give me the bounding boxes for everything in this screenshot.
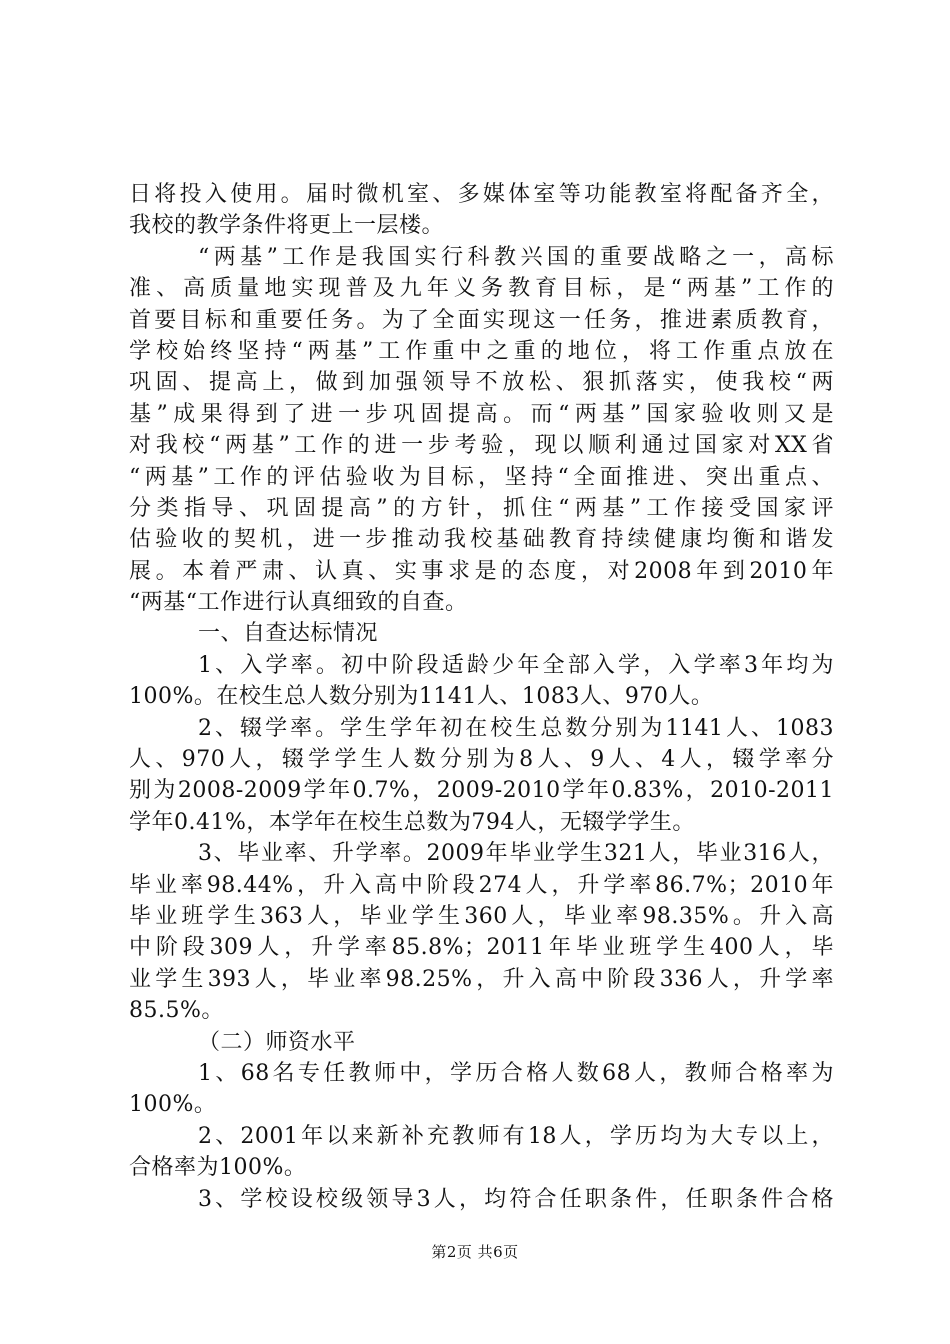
text-line: 1、68名专任教师中，学历合格人数68人，教师合格率为 xyxy=(198,1060,834,1086)
text-line: 巩固、提高上，做到加强领导不放松、狠抓落实，使我校“两 xyxy=(129,370,834,396)
text-line: 业学生393人，毕业率98.25%，升入高中阶段336人，升学率 xyxy=(129,966,834,992)
text-line: 85.5%。 xyxy=(129,998,224,1024)
text-line: 2、2001年以来新补充教师有18人，学历均为大专以上， xyxy=(198,1123,834,1149)
text-line: 一、自查达标情况 xyxy=(198,621,379,647)
text-line: 首要目标和重要任务。为了全面实现这一任务，推进素质教育， xyxy=(129,307,834,333)
text-line: 我校的教学条件将更上一层楼。 xyxy=(129,213,445,239)
text-line: 展。本着严肃、认真、实事求是的态度，对2008年到2010年 xyxy=(129,558,834,584)
text-line: “两基“工作进行认真细致的自查。 xyxy=(129,590,468,616)
text-line: 2、辍学率。学生学年初在校生总数分别为1141人、1083 xyxy=(198,715,834,741)
text-line: 3、毕业率、升学率。2009年毕业学生321人，毕业316人， xyxy=(198,841,834,867)
text-line: 学校始终坚持“两基”工作重中之重的地位，将工作重点放在 xyxy=(129,338,834,364)
text-line: 准、高质量地实现普及九年义务教育目标，是“两基”工作的 xyxy=(129,276,834,302)
text-line: 估验收的契机，进一步推动我校基础教育持续健康均衡和谐发 xyxy=(129,527,834,553)
text-line: 1、入学率。初中阶段适龄少年全部入学，入学率3年均为 xyxy=(198,652,834,678)
text-line: 学年0.41%，本学年在校生总数为794人，无辍学学生。 xyxy=(129,809,695,835)
text-line: 100%。在校生总人数分别为1141人、1083人、970人。 xyxy=(129,684,714,710)
text-line: 日将投入使用。届时微机室、多媒体室等功能教室将配备齐全， xyxy=(129,182,834,207)
text-line: 别为2008-2009学年0.7%，2009-2010学年0.83%，2010-2011 xyxy=(129,778,834,804)
text-line: 人、970人，辍学学生人数分别为8人、9人、4人，辍学率分 xyxy=(129,747,834,773)
text-line: 100%。 xyxy=(129,1092,217,1118)
text-line: 3、学校设校级领导3人，均符合任职条件，任职条件合格 xyxy=(198,1186,834,1212)
text-line: 毕业率98.44%，升入高中阶段274人，升学率86.7%；2010年 xyxy=(129,872,834,898)
text-line: 毕业班学生363人，毕业学生360人，毕业率98.35%。升入高 xyxy=(129,903,834,929)
text-line: 中阶段309人，升学率85.8%；2011年毕业班学生400人，毕 xyxy=(129,935,834,961)
text-line: 对我校“两基”工作的进一步考验，现以顺利通过国家对XX省 xyxy=(129,433,834,459)
page-footer: 第2页 共6页 xyxy=(431,1243,519,1261)
text-line: 基”成果得到了进一步巩固提高。而“两基”国家验收则又是 xyxy=(129,401,834,427)
text-line: （二）师资水平 xyxy=(198,1029,356,1055)
document-body xyxy=(129,179,834,1215)
text-line: “两基”工作的评估验收为目标，坚持“全面推进、突出重点、 xyxy=(129,464,834,490)
text-line: “两基”工作是我国实行科教兴国的重要战略之一，高标 xyxy=(198,244,834,270)
text-line: 合格率为100%。 xyxy=(129,1155,307,1181)
text-line: 分类指导、巩固提高”的方针，抓住“两基”工作接受国家评 xyxy=(129,495,834,521)
